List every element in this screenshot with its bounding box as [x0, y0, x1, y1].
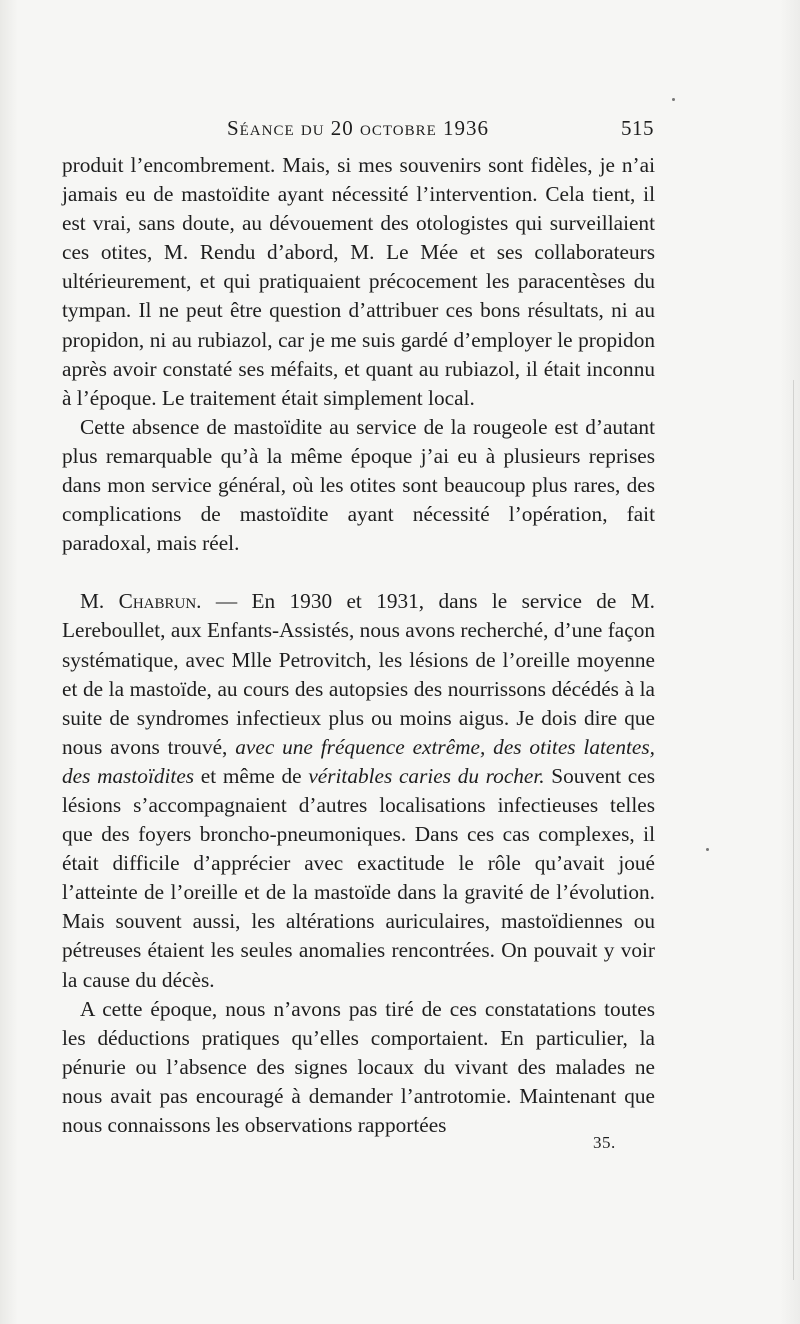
- print-speck: [672, 98, 675, 101]
- printer-signature-mark: 35.: [593, 1133, 616, 1152]
- running-head: [62, 116, 654, 146]
- paragraph-spacer: [62, 558, 655, 587]
- speaker-name: M. Chabrun.: [80, 589, 202, 614]
- paragraph-chabrun: [62, 587, 655, 994]
- paragraph-text-segment: Souvent ces lésions s’accompagnaient d’autres localisations infectieuses telles que des foyers broncho-pneumoniques. Dans ces cas complexes, il était difficile d’apprécier avec exactitude le rôle qu’avait joué l’atteinte de l’oreille et de la mastoïde dans la gravité de l’évolution. Mais souvent aussi, les altérations auriculaires, mastoïdiennes ou pétreuses étaient les seules anomalies rencontrées. On pouvait y voir la cause du décès.: [62, 763, 655, 992]
- italic-emphasis: véritables caries du rocher.: [308, 763, 545, 788]
- paragraph-text-segment: — En 1930 et 1931, dans le service de M. Lereboullet, aux Enfants-Assistés, nous avons recherché, d’une façon systématique, avec Mlle Petrovitch, les lésions de l’oreille moyenne et de la mastoïde, au cours des autopsies des nourrissons décédés à la suite de syndromes infectieux plus ou moins aigus. Je dois dire que nous avons trouvé,: [62, 589, 655, 759]
- paragraph-measles-service: Cette absence de mastoïdite au service de la rougeole est d’autant plus remarquable qu’à la même époque j’ai eu à plusieurs reprises dans mon service général, où les otites sont beaucoup plus rares, des complications de mastoïdite ayant nécessité l’opération, fait paradoxal, mais réel.: [62, 414, 655, 556]
- print-speck: [706, 848, 709, 851]
- running-title: Séance du 20 octobre 1936: [226, 116, 490, 140]
- paragraph-continued: produit l’encombrement. Mais, si mes souvenirs sont fidèles, je n’ai jamais eu de mastoïdite ayant nécessité l’intervention. Cela tient, il est vrai, sans doute, au dévouement des otologistes qui surveillaient ces otites, M. Rendu d’abord, M. Le Mée et ses collaborateurs ultérieurement, et qui pratiquaient précocement les paracentèses du tympan. Il ne peut être question d’attribuer ces bons résultats, ni au propidon, ni au rubiazol, car je me suis gardé d’employer le propidon après avoir constaté ses méfaits, et quant au rubiazol, il était inconnu à l’époque. Le traitement était simplement local.: [62, 153, 655, 410]
- page-edge-shadow: [793, 380, 794, 1280]
- paragraph-text-segment: et même de: [194, 763, 309, 788]
- italic-emphasis: avec une fréquence extrême, des otites latentes, des mastoïdites: [62, 734, 656, 788]
- paragraph-antrotomy: A cette époque, nous n’avons pas tiré de ces constatations toutes les déductions pratiques qu’elles comportaient. En particulier, la pénurie ou l’absence des signes locaux du vivant des malades ne nous avait pas encouragé à demander l’antrotomie. Maintenant que nous connaissons les observations rapportées: [62, 996, 655, 1137]
- page-number: 515: [621, 116, 654, 140]
- body-text: [62, 151, 655, 1140]
